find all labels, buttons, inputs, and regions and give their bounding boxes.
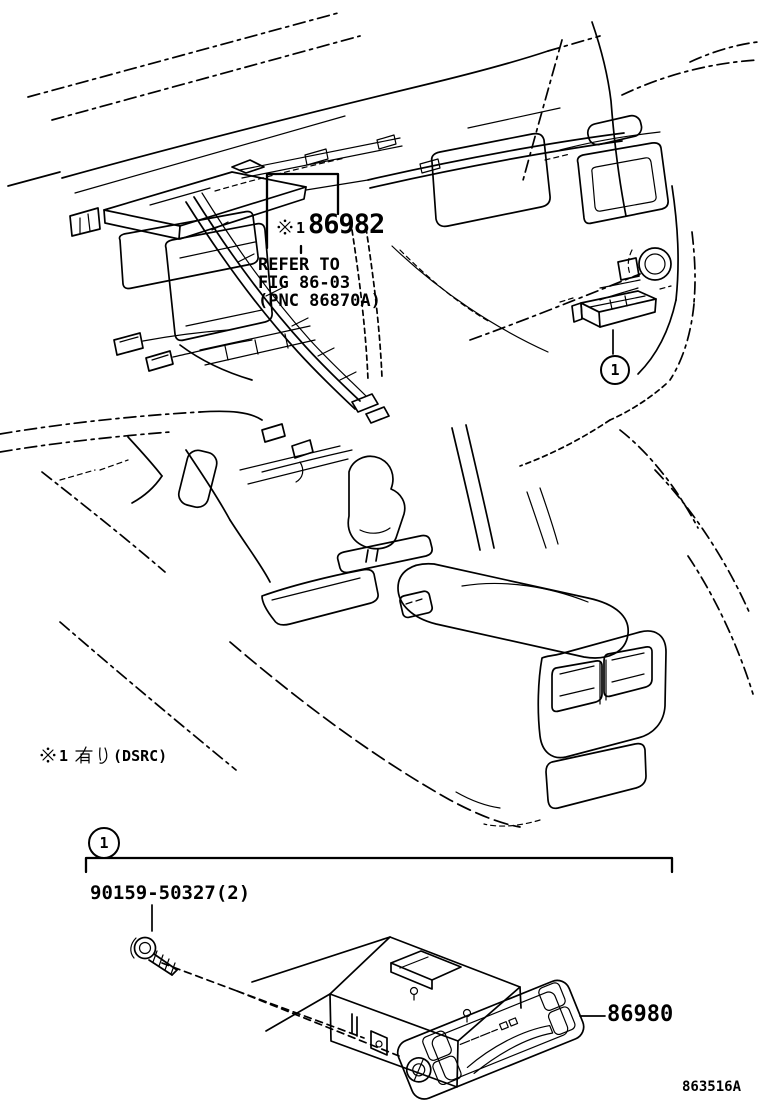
right-dash-sketch bbox=[432, 108, 695, 466]
refer-note bbox=[258, 256, 381, 310]
etc-unit-installed-sketch bbox=[560, 286, 671, 354]
antenna-part-number: 86982 bbox=[308, 209, 385, 240]
cowl-harness-sketch bbox=[215, 133, 624, 191]
connector-plugs-sketch bbox=[114, 330, 252, 371]
hiragana-ri-icon bbox=[96, 746, 110, 764]
refer-note-line1: REFER TO bbox=[258, 255, 340, 275]
center-stack-sketch bbox=[120, 209, 549, 483]
kanji-ari-icon bbox=[75, 746, 93, 764]
refer-note-line2: FIG 86-03 bbox=[258, 273, 351, 293]
dsrc-note-suffix: (DSRC) bbox=[113, 747, 168, 765]
ecu-part-number: 86980 bbox=[607, 1002, 674, 1027]
antenna-note-number: 1 bbox=[296, 219, 306, 237]
callout-1-dash: 1 bbox=[600, 355, 630, 385]
figure-code: 863516A bbox=[682, 1079, 742, 1095]
dsrc-note-number: 1 bbox=[59, 747, 69, 765]
floor-lines-sketch bbox=[42, 430, 753, 770]
reference-mark-icon bbox=[277, 219, 293, 235]
screw-leader-lines bbox=[162, 963, 399, 1056]
ecu-unit-sketch bbox=[252, 937, 605, 1103]
antenna-part-label bbox=[277, 211, 384, 238]
refer-note-line3: (PNC 86870A) bbox=[258, 291, 381, 311]
reference-mark-icon bbox=[40, 747, 56, 763]
console-shifter-sketch bbox=[186, 425, 558, 827]
screw-sketch bbox=[131, 938, 177, 976]
armrest-sketch bbox=[398, 564, 666, 826]
callout-1-bracket: 1 bbox=[88, 827, 120, 859]
steering-column-sketch bbox=[60, 437, 219, 510]
screw-part-number: 90159-50327(2) bbox=[90, 882, 251, 904]
dsrc-note bbox=[40, 746, 167, 764]
